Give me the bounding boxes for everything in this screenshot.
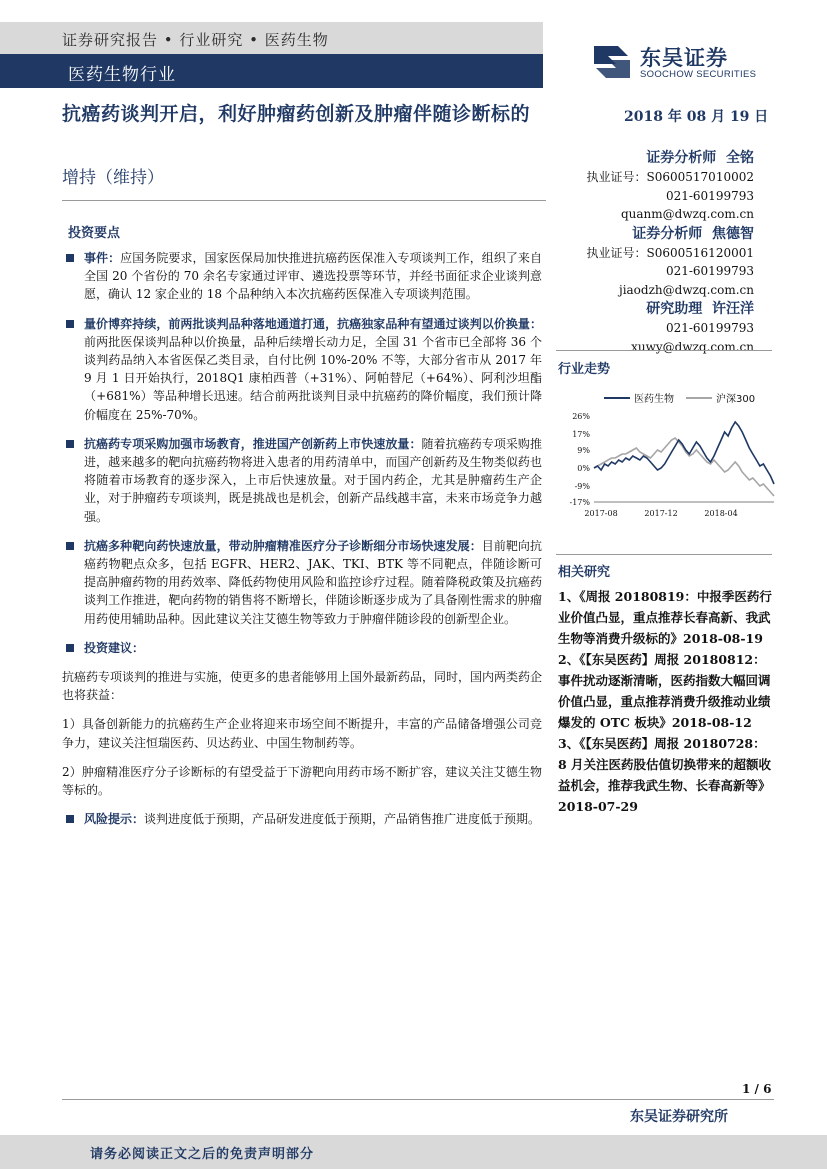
advice-paragraph-3: 2）肿瘤精准医疗分子诊断标的有望受益于下游靶向用药市场不断扩容，建议关注艾德生物等标的。 [62,764,542,798]
main-content [62,249,542,839]
report-title: 抗癌药谈判开启，利好肿瘤药创新及肿瘤伴随诊断标的 [62,103,531,125]
bullet-text: 谈判进度低于预期，产品研发进度低于预期，产品销售推广进度低于预期。 [144,812,541,827]
bullet-text: 随着抗癌药专项采购推进，越来越多的靶向抗癌药物将进入患者的用药清单中，而国产创新药及生物类似药也将随着市场教育的逐步深入，上市后快速放量。对于国内药企，尤其是肿瘤药生产企业，对于肿瘤药专项谈判，既是挑战也是机会，创新产品线越丰富，未来市场竞争力越强。 [84,436,542,524]
report-date: 2018 年 08 月 19 日 [624,109,769,125]
title-divider [62,200,546,201]
bullet-square-icon [66,815,74,823]
analyst-list [554,148,754,356]
bullet-lead: 风险提示： [84,812,145,827]
analyst-2-email[interactable]: jiaodzh@dwzq.com.cn [618,282,754,297]
legend-label-industry: 医药生物 [634,394,674,405]
trend-divider [556,350,772,351]
bullet-risk [62,810,542,828]
y-tick-label: 26% [572,412,590,421]
disclaimer-bar [0,1135,827,1169]
footer-divider [62,1099,774,1100]
industry-bar [0,54,543,88]
legend-label-index: 沪深300 [716,394,756,405]
analyst-2-role: 证券分析师 [632,225,703,242]
advice-paragraph-1: 抗癌药专项谈判的推进与实施，使更多的患者能够用上国外最新药品，同时，国内两类药企也将获益： [62,670,543,703]
analyst-1-phone: 021-60199793 [665,188,754,203]
bullet-square-icon [66,440,74,448]
bullet-text: 前两批医保谈判品种以价换量，品种后续增长动力足，全国 31 个省市已全部将 36 个谈判药品纳入本省医保乙类目录，自付比例 10%-20% 不等，大部分省市从 2017 年 9 月 1 日开始执行，2018Q1 康柏西普（+31%）、阿帕替尼（+64%）、阿利沙坦酯（+681%）等品种增长迅速。结合前两批谈判目录中抗癌药的降价幅度，我们预计降价幅度在 25%-70%。 [84,334,542,422]
analyst-1-email[interactable]: quanm@dwzq.com.cn [620,207,754,221]
bullet-lead: 投资建议： [84,640,145,655]
soochow-logo [588,40,788,84]
analyst-1-license: 执业证号：S0600517010002 [586,170,754,184]
bullet-square-icon [66,644,74,652]
y-tick-label: -17% [569,498,590,507]
x-axis [584,509,737,518]
bullet-square-icon [66,320,74,328]
analyst-2-license: 执业证号：S0600516120001 [586,245,754,260]
rating: 增持（维持） [62,168,164,188]
bullet-lead: 量价博弈持续，前两批谈判品种落地通道打通，抗癌独家品种有望通过谈判以价换量： [84,316,542,331]
bullet-lead: 抗癌多种靶向药快速放量，带动肿瘤精准医疗分子诊断细分市场快速发展： [84,538,482,553]
analyst-1-role: 证券分析师 [646,150,717,166]
logo-name-en: SOOCHOW SECURITIES [640,69,757,80]
bullet-procurement [62,435,542,526]
institute-name: 东吴证券研究所 [630,1109,728,1125]
related-heading: 相关研究 [558,565,611,580]
y-tick-label: 0% [577,464,590,473]
analyst-2-phone: 021-60199793 [665,264,754,278]
analyst-3-role: 研究助理 [646,301,703,317]
section-title: 投资要点 [68,226,121,241]
analyst-3-phone: 021-60199793 [665,321,754,335]
bullet-lead: 抗癌药专项采购加强市场教育，推进国产创新药上市快速放量： [84,436,422,451]
bullet-lead: 事件： [84,251,121,265]
trend-heading: 行业走势 [558,362,611,377]
series-line-industry [594,422,774,484]
analyst-2-name: 焦德智 [712,225,754,242]
page-number: 1 / 6 [742,1082,772,1096]
analyst-2-title [554,224,754,244]
bullet-price-volume [62,315,542,424]
x-tick-label: 2017-12 [644,509,678,518]
y-tick-label: 17% [572,430,590,439]
related-research-list [558,586,774,817]
y-tick-label: 9% [577,446,590,455]
bullet-square-icon [66,254,74,262]
y-tick-label: -9% [574,482,590,491]
disclaimer-text[interactable]: 请务必阅读正文之后的免责声明部分 [90,1147,315,1162]
bullet-diagnostics [62,537,542,628]
related-item-1[interactable]: 1、《周报 20180819：中报季医药行业价值凸显，重点推荐长春高新、我武生物等消费升级标的》2018-08-19 [558,589,772,646]
bullet-event [62,249,542,304]
bullet-text: 目前靶向抗癌药物靶点众多，包括 EGFR、HER2、JAK、TKI、BTK 等不同靶点，伴随诊断可提高肿瘤药物的用药效率、降低药物使用风险和监控诊疗过程。随着降税政策及抗癌药谈判工作推进，靶向药物的销售将不断增长，伴随诊断逐步成为了具备刚性需求的肿瘤用药使用辅助品种。因此建议关注艾德生物等致力于肿瘤伴随诊段的创新型企业。 [84,538,542,626]
x-tick-label: 2017-08 [584,509,618,518]
bullet-text: 应国务院要求，国家医保局加快推进抗癌药医保准入专项谈判工作，组织了来自全国 20 个省份的 70 余名专家通过评审、遴选投票等环节，并经书面征求企业谈判意愿，确认 12 家企业的 18 个品种纳入本次抗癌药医保准入专项谈判范围。 [84,251,542,302]
related-divider [556,554,772,555]
breadcrumb-bar [0,22,543,54]
bullet-investment-advice [62,639,542,657]
plot-lines [594,422,774,496]
y-axis [570,412,774,507]
industry-trend-chart [558,388,778,524]
advice-paragraph-2: 1）具备创新能力的抗癌药生产企业将迎来市场空间不断提升，丰富的产品储备增强公司竞争力，建议关注恒瑞医药、贝达药业、中国生物制药等。 [62,717,542,750]
breadcrumb: 证券研究报告 • 行业研究 • 医药生物 [62,31,329,49]
analyst-3-email[interactable]: xuwy@dwzq.com.cn [631,339,754,354]
analyst-1-title [554,148,754,168]
bullet-square-icon [66,542,74,550]
related-item-2[interactable]: 2、《【东吴医药】周报 20180812：事件扰动逐渐清晰，医药指数大幅回调价值凸显，重点推荐消费升级推动业绩爆发的 OTC 板块》2018-08-12 [558,652,771,730]
x-tick-label: 2018-04 [704,509,738,518]
analyst-3-title [554,299,754,319]
related-item-3[interactable]: 3、《【东吴医药】周报 20180728：8 月关注医药股估值切换带来的超额收益机会，推荐我武生物、长春高新等》2018-07-29 [558,736,772,814]
logo-name-cn: 东吴证券 [640,46,728,70]
logo-mark-icon [588,40,636,84]
chart-legend [604,392,755,405]
industry-label: 医药生物行业 [68,65,176,85]
analyst-1-name: 全铭 [726,150,754,166]
analyst-3-name: 许汪洋 [712,301,754,317]
